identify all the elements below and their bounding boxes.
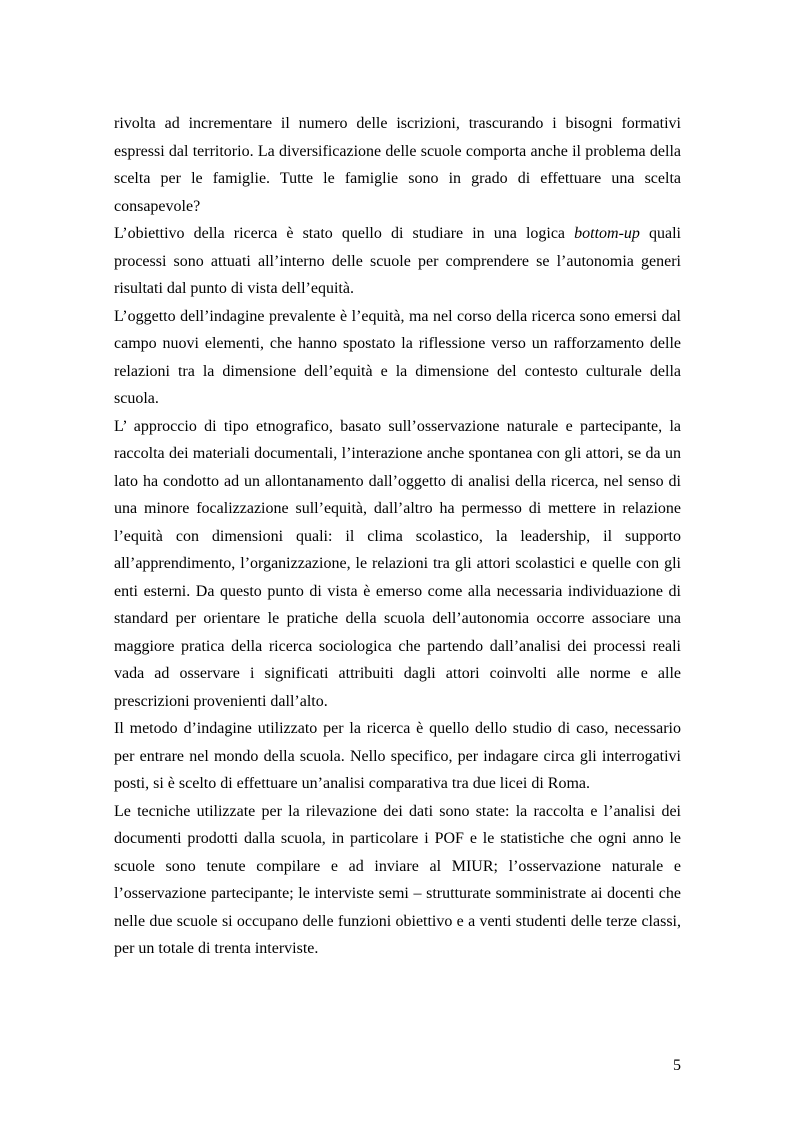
text-line	[114, 220, 681, 248]
text-line: per un totale di trenta interviste.	[114, 940, 319, 958]
text-line: vada ad osservare i significati attribuiti dagli attori coinvolti alle norme e alle	[114, 665, 681, 683]
text-segment: quali	[639, 225, 681, 243]
paragraph	[114, 715, 681, 798]
text-line: per entrare nel mondo della scuola. Nello specifico, per indagare circa gli interrogativi	[114, 747, 681, 765]
text-line: campo nuovi elementi, che hanno spostato la riflessione verso un rafforzamento delle	[114, 335, 681, 353]
text-line: Le tecniche utilizzate per la rilevazione dei dati sono state: la raccolta e l’analisi dei	[114, 802, 681, 820]
body-text	[114, 110, 681, 963]
italic-term: bottom-up	[574, 225, 640, 243]
text-line: consapevole?	[114, 197, 201, 215]
text-line: prescrizioni provenienti dall’alto.	[114, 692, 328, 710]
paragraph	[114, 413, 681, 716]
page-number: 5	[673, 1057, 681, 1074]
text-line: scelta per le famiglie. Tutte le famiglie sono in grado di effettuare una scelta	[114, 170, 681, 188]
text-line: standard per orientare le pratiche della scuola dell’autonomia occorre associare una	[114, 610, 681, 628]
text-line: posti, si è scelto di effettuare un’analisi comparativa tra due licei di Roma.	[114, 775, 590, 793]
text-line: nelle due scuole si occupano delle funzioni obiettivo e a venti studenti delle terze classi,	[114, 912, 681, 930]
text-line: l’osservazione partecipante; le interviste semi – strutturate somministrate ai docenti che	[114, 885, 681, 903]
text-line: processi sono attuati all’interno delle scuole per comprendere se l’autonomia generi	[114, 252, 681, 270]
text-line: una minore focalizzazione sull’equità, dall’altro ha permesso di mettere in relazione	[114, 500, 681, 518]
text-line: scuola.	[114, 390, 159, 408]
text-line: raccolta dei materiali documentali, l’interazione anche spontanea con gli attori, se da un	[114, 445, 681, 463]
text-line: all’apprendimento, l’organizzazione, le relazioni tra gli attori scolastici e quelle con gli	[114, 555, 681, 573]
text-line: risultati dal punto di vista dell’equità.	[114, 280, 354, 298]
paragraph	[114, 303, 681, 413]
text-line: enti esterni. Da questo punto di vista è emerso come alla necessaria individuazione di	[114, 582, 681, 600]
text-line: relazioni tra la dimensione dell’equità e la dimensione del contesto culturale della	[114, 362, 681, 380]
text-line: lato ha condotto ad un allontanamento dall’oggetto di analisi della ricerca, nel senso di	[114, 472, 681, 490]
paragraph	[114, 110, 681, 220]
text-line: L’ approccio di tipo etnografico, basato sull’osservazione naturale e partecipante, la	[114, 417, 681, 435]
text-line: rivolta ad incrementare il numero delle iscrizioni, trascurando i bisogni formativi	[114, 115, 681, 132]
text-line: l’equità con dimensioni quali: il clima scolastico, la leadership, il supporto	[114, 527, 681, 545]
text-line: maggiore pratica della ricerca sociologica che partendo dall’analisi dei processi reali	[114, 637, 681, 655]
text-line: Il metodo d’indagine utilizzato per la ricerca è quello dello studio di caso, necessario	[114, 720, 681, 738]
text-line: espressi dal territorio. La diversificazione delle scuole comporta anche il problema della	[114, 142, 681, 160]
paragraph	[114, 220, 681, 303]
text-line: L’oggetto dell’indagine prevalente è l’equità, ma nel corso della ricerca sono emersi dal	[114, 307, 681, 325]
text-line: scuole sono tenute compilare e ad inviare al MIUR; l’osservazione naturale e	[114, 857, 681, 875]
text-line: documenti prodotti dalla scuola, in particolare i POF e le statistiche che ogni anno le	[114, 830, 681, 848]
text-segment: L’obiettivo della ricerca è stato quello di studiare in una logica	[114, 225, 575, 243]
paragraph	[114, 798, 681, 963]
